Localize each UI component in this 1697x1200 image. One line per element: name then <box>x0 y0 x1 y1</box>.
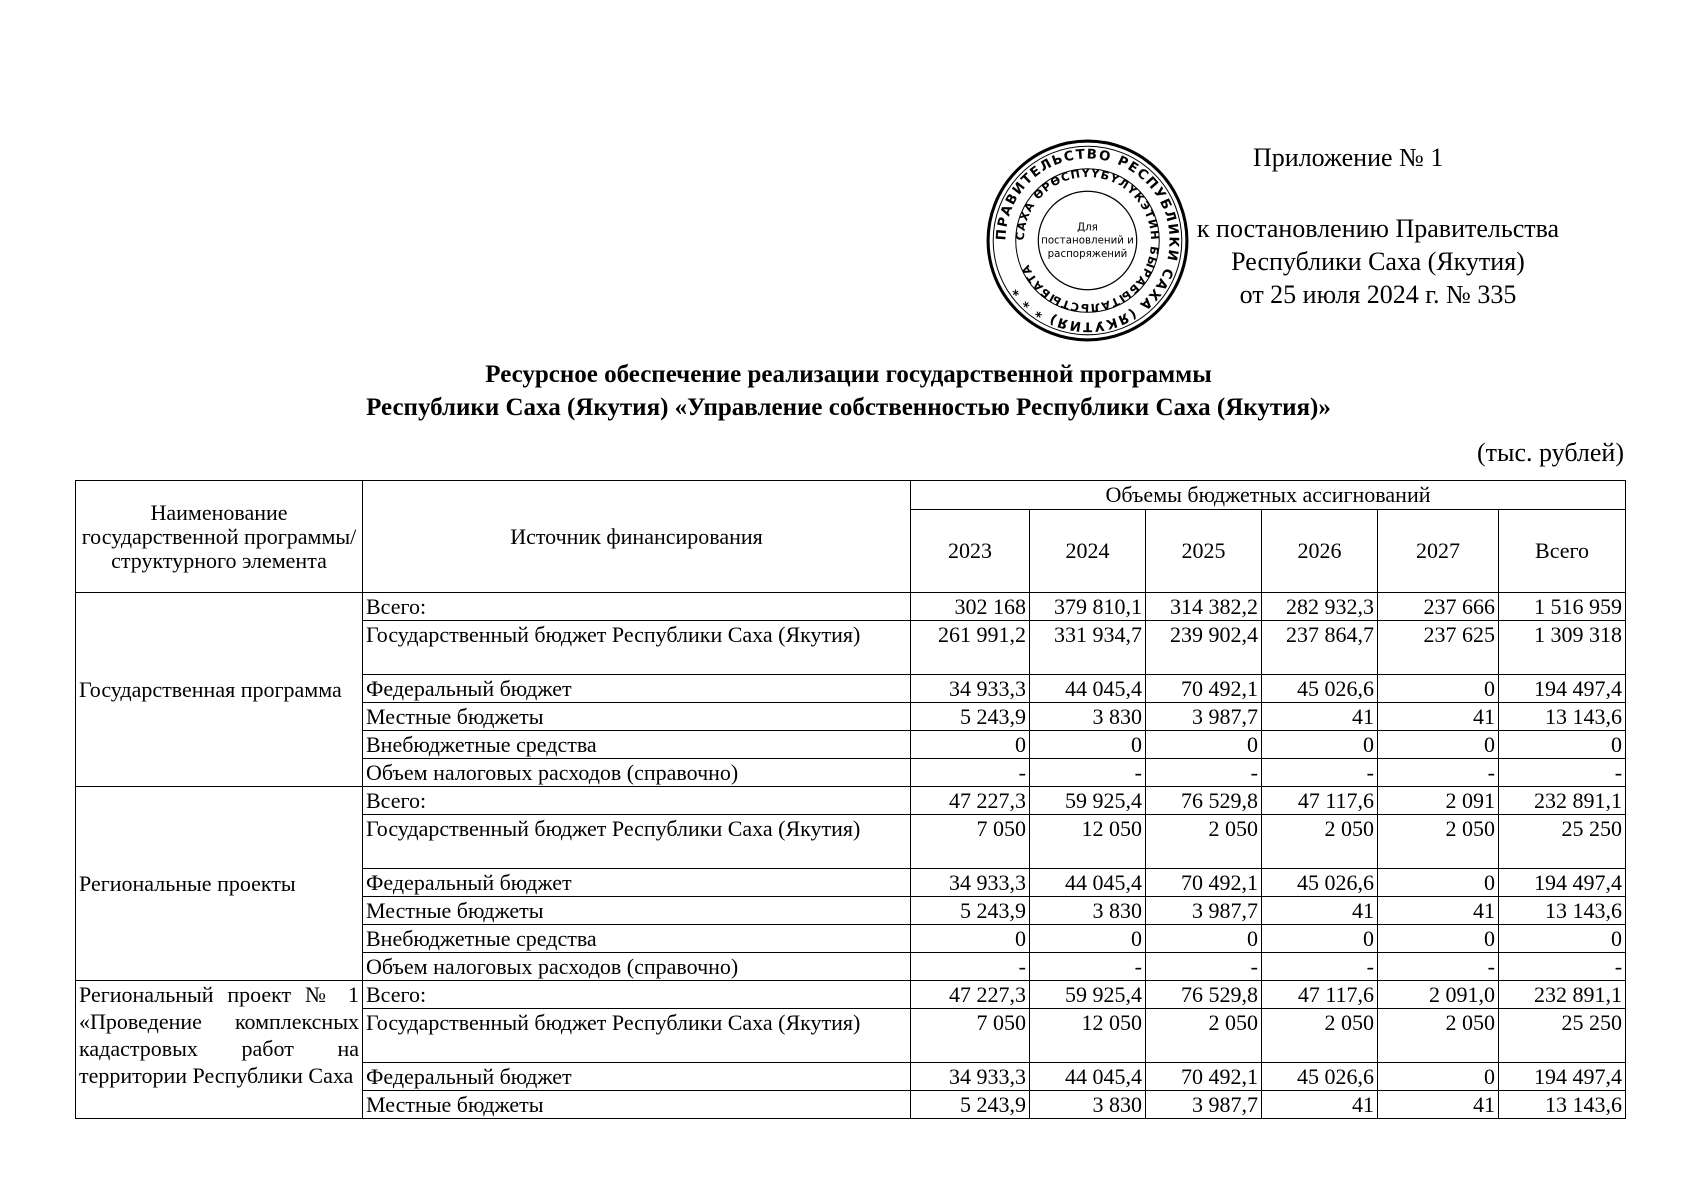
header-volumes: Объемы бюджетных ассигнований <box>911 481 1626 510</box>
total-cell: 232 891,1 <box>1499 981 1626 1009</box>
stamp-center-line: постановлений и <box>1041 234 1134 247</box>
amount-cell: 2 050 <box>1262 815 1378 869</box>
header-total: Всего <box>1499 510 1626 593</box>
amount-cell: 379 810,1 <box>1030 593 1146 621</box>
amount-cell: 45 026,6 <box>1262 675 1378 703</box>
amount-cell: 237 625 <box>1378 621 1499 675</box>
amount-cell: 41 <box>1262 897 1378 925</box>
total-cell: - <box>1499 953 1626 981</box>
total-cell: 13 143,6 <box>1499 703 1626 731</box>
table-body <box>76 593 1626 1119</box>
amount-cell: - <box>1146 759 1262 787</box>
amount-cell: 0 <box>911 925 1030 953</box>
decree-reference <box>1168 212 1588 311</box>
amount-cell: 3 987,7 <box>1146 703 1262 731</box>
amount-cell: 2 091 <box>1378 787 1499 815</box>
header-year: 2024 <box>1030 510 1146 593</box>
amount-cell: 0 <box>1378 731 1499 759</box>
appendix-title: Приложение № 1 <box>1253 143 1444 172</box>
amount-cell: 0 <box>1030 925 1146 953</box>
amount-cell: 44 045,4 <box>1030 869 1146 897</box>
amount-cell: 47 227,3 <box>911 981 1030 1009</box>
stamp-inner-text: САХА ӨРӨСПҮҮБҮЛҮКЭТИН БЫРАБЫТАЛЬСТЫБАТА <box>1013 166 1162 315</box>
amount-cell: 2 050 <box>1262 1009 1378 1063</box>
amount-cell: 237 864,7 <box>1262 621 1378 675</box>
amount-cell: 2 091,0 <box>1378 981 1499 1009</box>
amount-cell: 3 830 <box>1030 1091 1146 1119</box>
amount-cell: - <box>1030 953 1146 981</box>
total-cell: 0 <box>1499 731 1626 759</box>
amount-cell: 70 492,1 <box>1146 1063 1262 1091</box>
amount-cell: - <box>1262 759 1378 787</box>
amount-cell: 0 <box>1378 869 1499 897</box>
amount-cell: 314 382,2 <box>1146 593 1262 621</box>
amount-cell: 5 243,9 <box>911 1091 1030 1119</box>
header-year: 2025 <box>1146 510 1262 593</box>
total-cell: 25 250 <box>1499 1009 1626 1063</box>
amount-cell: 5 243,9 <box>911 703 1030 731</box>
title-line: Республики Саха (Якутия) «Управление собственностью Республики Саха (Якутия)» <box>366 394 1331 421</box>
stamp-outer-text: ПРАВИТЕЛЬСТВО РЕСПУБЛИКИ САХА (ЯКУТИЯ) * * * <box>994 147 1181 334</box>
document-title <box>0 358 1697 424</box>
table-row <box>76 593 1626 621</box>
total-cell: 194 497,4 <box>1499 1063 1626 1091</box>
funding-source: Объем налоговых расходов (справочно) <box>363 759 911 787</box>
amount-cell: 3 987,7 <box>1146 897 1262 925</box>
amount-cell: 70 492,1 <box>1146 675 1262 703</box>
structural-element-name: Региональные проекты <box>76 787 363 981</box>
total-cell: 232 891,1 <box>1499 787 1626 815</box>
total-cell: 194 497,4 <box>1499 675 1626 703</box>
total-cell: 13 143,6 <box>1499 1091 1626 1119</box>
funding-source: Государственный бюджет Республики Саха (Якутия) <box>363 815 911 869</box>
funding-source: Федеральный бюджет <box>363 1063 911 1091</box>
amount-cell: 2 050 <box>1378 1009 1499 1063</box>
amount-cell: 44 045,4 <box>1030 675 1146 703</box>
decree-line: к постановлению Правительства <box>1196 214 1560 243</box>
amount-cell: - <box>1146 953 1262 981</box>
amount-cell: 7 050 <box>911 815 1030 869</box>
funding-source: Местные бюджеты <box>363 1091 911 1119</box>
amount-cell: 0 <box>1378 675 1499 703</box>
funding-source: Всего: <box>363 593 911 621</box>
amount-cell: - <box>1378 759 1499 787</box>
amount-cell: 34 933,3 <box>911 675 1030 703</box>
government-seal-stamp <box>985 138 1190 343</box>
table-row <box>76 787 1626 815</box>
funding-source: Местные бюджеты <box>363 897 911 925</box>
amount-cell: 7 050 <box>911 1009 1030 1063</box>
amount-cell: 76 529,8 <box>1146 787 1262 815</box>
amount-cell: 44 045,4 <box>1030 1063 1146 1091</box>
total-cell: 0 <box>1499 925 1626 953</box>
amount-cell: 0 <box>1262 925 1378 953</box>
amount-cell: - <box>911 759 1030 787</box>
amount-cell: 282 932,3 <box>1262 593 1378 621</box>
header-year: 2027 <box>1378 510 1499 593</box>
structural-element-name: Региональный проект № 1 «Проведение комплексных кадастровых работ на территории Республики Саха <box>76 981 363 1119</box>
amount-cell: 0 <box>1378 925 1499 953</box>
funding-source: Федеральный бюджет <box>363 869 911 897</box>
amount-cell: 261 991,2 <box>911 621 1030 675</box>
amount-cell: 0 <box>1146 731 1262 759</box>
amount-cell: 70 492,1 <box>1146 869 1262 897</box>
total-cell: 194 497,4 <box>1499 869 1626 897</box>
total-cell: 13 143,6 <box>1499 897 1626 925</box>
amount-cell: 0 <box>1262 731 1378 759</box>
amount-cell: 34 933,3 <box>911 869 1030 897</box>
funding-source: Местные бюджеты <box>363 703 911 731</box>
amount-cell: 34 933,3 <box>911 1063 1030 1091</box>
amount-cell: 12 050 <box>1030 815 1146 869</box>
amount-cell: 0 <box>911 731 1030 759</box>
amount-cell: 0 <box>1146 925 1262 953</box>
amount-cell: - <box>1030 759 1146 787</box>
amount-cell: 47 117,6 <box>1262 981 1378 1009</box>
decree-line: Республики Саха (Якутия) <box>1231 247 1525 276</box>
structural-element-name: Государственная программа <box>76 593 363 787</box>
funding-source: Всего: <box>363 981 911 1009</box>
budget-table <box>75 480 1626 1119</box>
amount-cell: - <box>911 953 1030 981</box>
amount-cell: 5 243,9 <box>911 897 1030 925</box>
amount-cell: 47 227,3 <box>911 787 1030 815</box>
amount-cell: 3 987,7 <box>1146 1091 1262 1119</box>
amount-cell: 41 <box>1262 1091 1378 1119</box>
amount-cell: - <box>1378 953 1499 981</box>
amount-cell: - <box>1262 953 1378 981</box>
stamp-center-line: распоряжений <box>1047 247 1128 260</box>
header-year: 2023 <box>911 510 1030 593</box>
amount-cell: 41 <box>1262 703 1378 731</box>
amount-cell: 12 050 <box>1030 1009 1146 1063</box>
table-row <box>76 981 1626 1009</box>
amount-cell: 302 168 <box>911 593 1030 621</box>
total-cell: - <box>1499 759 1626 787</box>
amount-cell: 41 <box>1378 897 1499 925</box>
amount-cell: 41 <box>1378 1091 1499 1119</box>
funding-source: Федеральный бюджет <box>363 675 911 703</box>
total-cell: 1 516 959 <box>1499 593 1626 621</box>
decree-line: от 25 июля 2024 г. № 335 <box>1239 280 1517 309</box>
funding-source: Внебюджетные средства <box>363 925 911 953</box>
header-source: Источник финансирования <box>363 481 911 593</box>
funding-source: Государственный бюджет Республики Саха (Якутия) <box>363 1009 911 1063</box>
funding-source: Объем налоговых расходов (справочно) <box>363 953 911 981</box>
funding-source: Внебюджетные средства <box>363 731 911 759</box>
funding-source: Всего: <box>363 787 911 815</box>
units-label: (тыс. рублей) <box>1476 438 1624 467</box>
amount-cell: 2 050 <box>1146 1009 1262 1063</box>
funding-source: Государственный бюджет Республики Саха (Якутия) <box>363 621 911 675</box>
stamp-center-line: Для <box>1077 221 1098 234</box>
amount-cell: 59 925,4 <box>1030 981 1146 1009</box>
amount-cell: 3 830 <box>1030 703 1146 731</box>
header-year: 2026 <box>1262 510 1378 593</box>
header-name: Наименование государственной программы/ структурного элемента <box>76 481 363 593</box>
amount-cell: 45 026,6 <box>1262 1063 1378 1091</box>
amount-cell: 2 050 <box>1378 815 1499 869</box>
amount-cell: 3 830 <box>1030 897 1146 925</box>
amount-cell: 0 <box>1378 1063 1499 1091</box>
amount-cell: 2 050 <box>1146 815 1262 869</box>
amount-cell: 47 117,6 <box>1262 787 1378 815</box>
total-cell: 25 250 <box>1499 815 1626 869</box>
amount-cell: 45 026,6 <box>1262 869 1378 897</box>
title-line: Ресурсное обеспечение реализации государственной программы <box>485 361 1212 388</box>
amount-cell: 0 <box>1030 731 1146 759</box>
amount-cell: 41 <box>1378 703 1499 731</box>
amount-cell: 331 934,7 <box>1030 621 1146 675</box>
amount-cell: 76 529,8 <box>1146 981 1262 1009</box>
amount-cell: 59 925,4 <box>1030 787 1146 815</box>
total-cell: 1 309 318 <box>1499 621 1626 675</box>
amount-cell: 237 666 <box>1378 593 1499 621</box>
amount-cell: 239 902,4 <box>1146 621 1262 675</box>
